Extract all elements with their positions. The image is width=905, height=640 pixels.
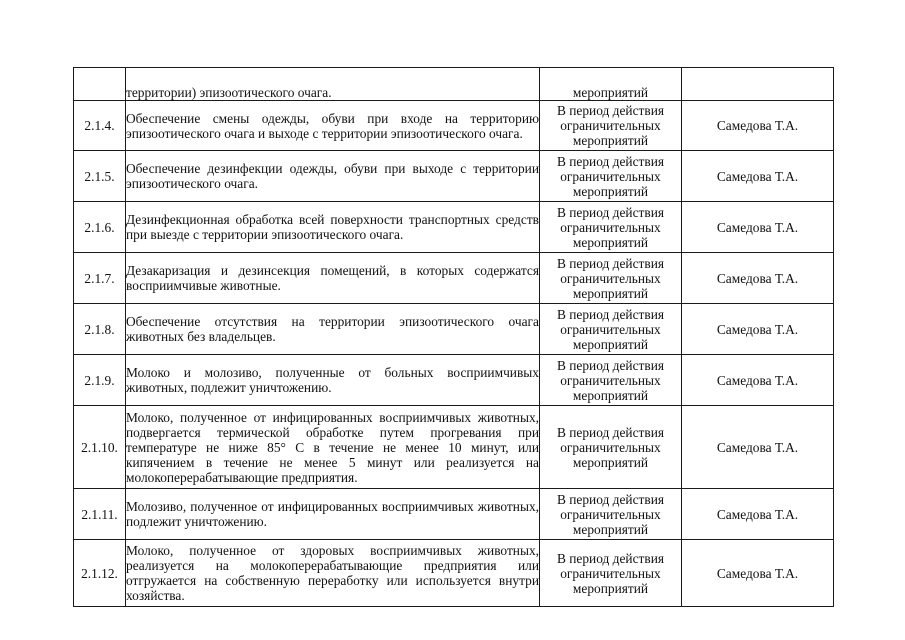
row-term: В период действия ограничительных мероприятий [540, 406, 682, 489]
row-responsible [682, 68, 834, 101]
row-responsible: Самедова Т.А. [682, 355, 834, 406]
table-row [74, 68, 834, 101]
row-number: 2.1.8. [74, 304, 126, 355]
row-term: В период действия ограничительных мероприятий [540, 355, 682, 406]
row-number: 2.1.5. [74, 151, 126, 202]
table-row [74, 489, 834, 540]
row-term: В период действия ограничительных мероприятий [540, 151, 682, 202]
table-row [74, 406, 834, 489]
row-number [74, 68, 126, 101]
table-row [74, 355, 834, 406]
row-description: Дезинфекционная обработка всей поверхности транспортных средств при выезде с территории эпизоотического очага. [126, 202, 540, 253]
row-description: Обеспечение смены одежды, обуви при входе на территорию эпизоотического очага и выходе с территории эпизоотического очага. [126, 101, 540, 151]
row-term: В период действия ограничительных мероприятий [540, 202, 682, 253]
row-term: В период действия ограничительных мероприятий [540, 101, 682, 151]
row-description: Молоко, полученное от инфицированных восприимчивых животных, подвергается термической обработке путем прогревания при температуре не ниже 85° С в течение не менее 10 минут, или кипячением в течение не менее 5 минут или реализуется на молокоперерабатывающие предприятия. [126, 406, 540, 489]
row-responsible: Самедова Т.А. [682, 406, 834, 489]
measures-table [73, 67, 834, 607]
row-responsible: Самедова Т.А. [682, 304, 834, 355]
row-term: В период действия ограничительных мероприятий [540, 489, 682, 540]
row-description: территории) эпизоотического очага. [126, 68, 540, 101]
row-responsible: Самедова Т.А. [682, 101, 834, 151]
row-number: 2.1.7. [74, 253, 126, 304]
row-number: 2.1.6. [74, 202, 126, 253]
row-description: Молоко и молозиво, полученные от больных восприимчивых животных, подлежит уничтожению. [126, 355, 540, 406]
table-row [74, 151, 834, 202]
row-term: В период действия ограничительных мероприятий [540, 253, 682, 304]
row-term: В период действия ограничительных мероприятий [540, 304, 682, 355]
row-term: В период действия ограничительных мероприятий [540, 540, 682, 607]
table-row [74, 101, 834, 151]
table-row [74, 253, 834, 304]
table-row [74, 202, 834, 253]
row-responsible: Самедова Т.А. [682, 151, 834, 202]
row-responsible: Самедова Т.А. [682, 253, 834, 304]
row-description: Дезакаризация и дезинсекция помещений, в которых содержатся восприимчивые животные. [126, 253, 540, 304]
row-description: Молозиво, полученное от инфицированных восприимчивых животных, подлежит уничтожению. [126, 489, 540, 540]
row-number: 2.1.12. [74, 540, 126, 607]
table-row [74, 540, 834, 607]
row-number: 2.1.10. [74, 406, 126, 489]
row-description: Обеспечение отсутствия на территории эпизоотического очага животных без владельцев. [126, 304, 540, 355]
row-description: Молоко, полученное от здоровых восприимчивых животных, реализуется на молокоперерабатывающие предприятия или отгружается на собственную переработку или используется внутри хозяйства. [126, 540, 540, 607]
table-row [74, 304, 834, 355]
row-responsible: Самедова Т.А. [682, 540, 834, 607]
row-number: 2.1.11. [74, 489, 126, 540]
row-number: 2.1.4. [74, 101, 126, 151]
row-responsible: Самедова Т.А. [682, 489, 834, 540]
row-description: Обеспечение дезинфекции одежды, обуви при выходе с территории эпизоотического очага. [126, 151, 540, 202]
row-number: 2.1.9. [74, 355, 126, 406]
row-responsible: Самедова Т.А. [682, 202, 834, 253]
row-term: мероприятий [540, 68, 682, 101]
